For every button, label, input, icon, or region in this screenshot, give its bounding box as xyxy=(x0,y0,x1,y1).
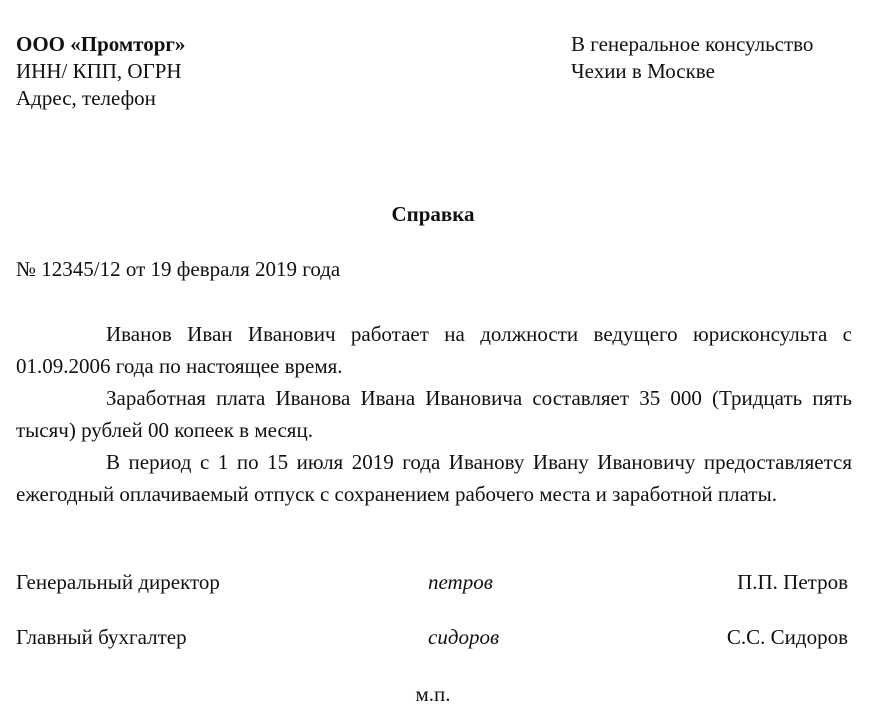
signer-signature: сидоров xyxy=(428,625,500,649)
sender-requisites: ИНН/ КПП, ОГРН xyxy=(16,59,182,83)
document-number: № 12345/12 от 19 февраля 2019 года xyxy=(16,257,341,281)
signer-signature: петров xyxy=(428,570,493,594)
sender-org-name: ООО «Промторг» xyxy=(16,32,186,56)
signer-name: С.С. Сидоров xyxy=(726,625,848,649)
recipient-block xyxy=(571,31,871,85)
document-body xyxy=(16,318,852,510)
recipient-line-1: В генеральное консульство xyxy=(571,32,814,56)
signer-name: П.П. Петров xyxy=(737,570,848,594)
sender-address: Адрес, телефон xyxy=(16,86,156,110)
signer-position: Генеральный директор xyxy=(16,570,220,594)
signature-row-director xyxy=(16,569,848,599)
paragraph-vacation: В период с 1 по 15 июля 2019 года Иванову Ивану Ивановичу предоставляется ежегодный оплачиваемый отпуск с сохранением рабочего места и заработной платы. xyxy=(16,450,852,506)
signer-position: Главный бухгалтер xyxy=(16,625,187,649)
paragraph-salary: Заработная плата Иванова Ивана Ивановича составляет 35 000 (Тридцать пять тысяч) рублей 00 копеек в месяц. xyxy=(16,386,852,442)
document-title: Справка xyxy=(391,202,475,226)
stamp-place-label: м.п. xyxy=(415,682,451,706)
signature-row-accountant xyxy=(16,624,848,654)
paragraph-employment: Иванов Иван Иванович работает на должности ведущего юрисконсульта с 01.09.2006 года по настоящее время. xyxy=(16,322,852,378)
sender-block xyxy=(16,31,436,112)
recipient-line-2: Чехии в Москве xyxy=(571,59,715,83)
